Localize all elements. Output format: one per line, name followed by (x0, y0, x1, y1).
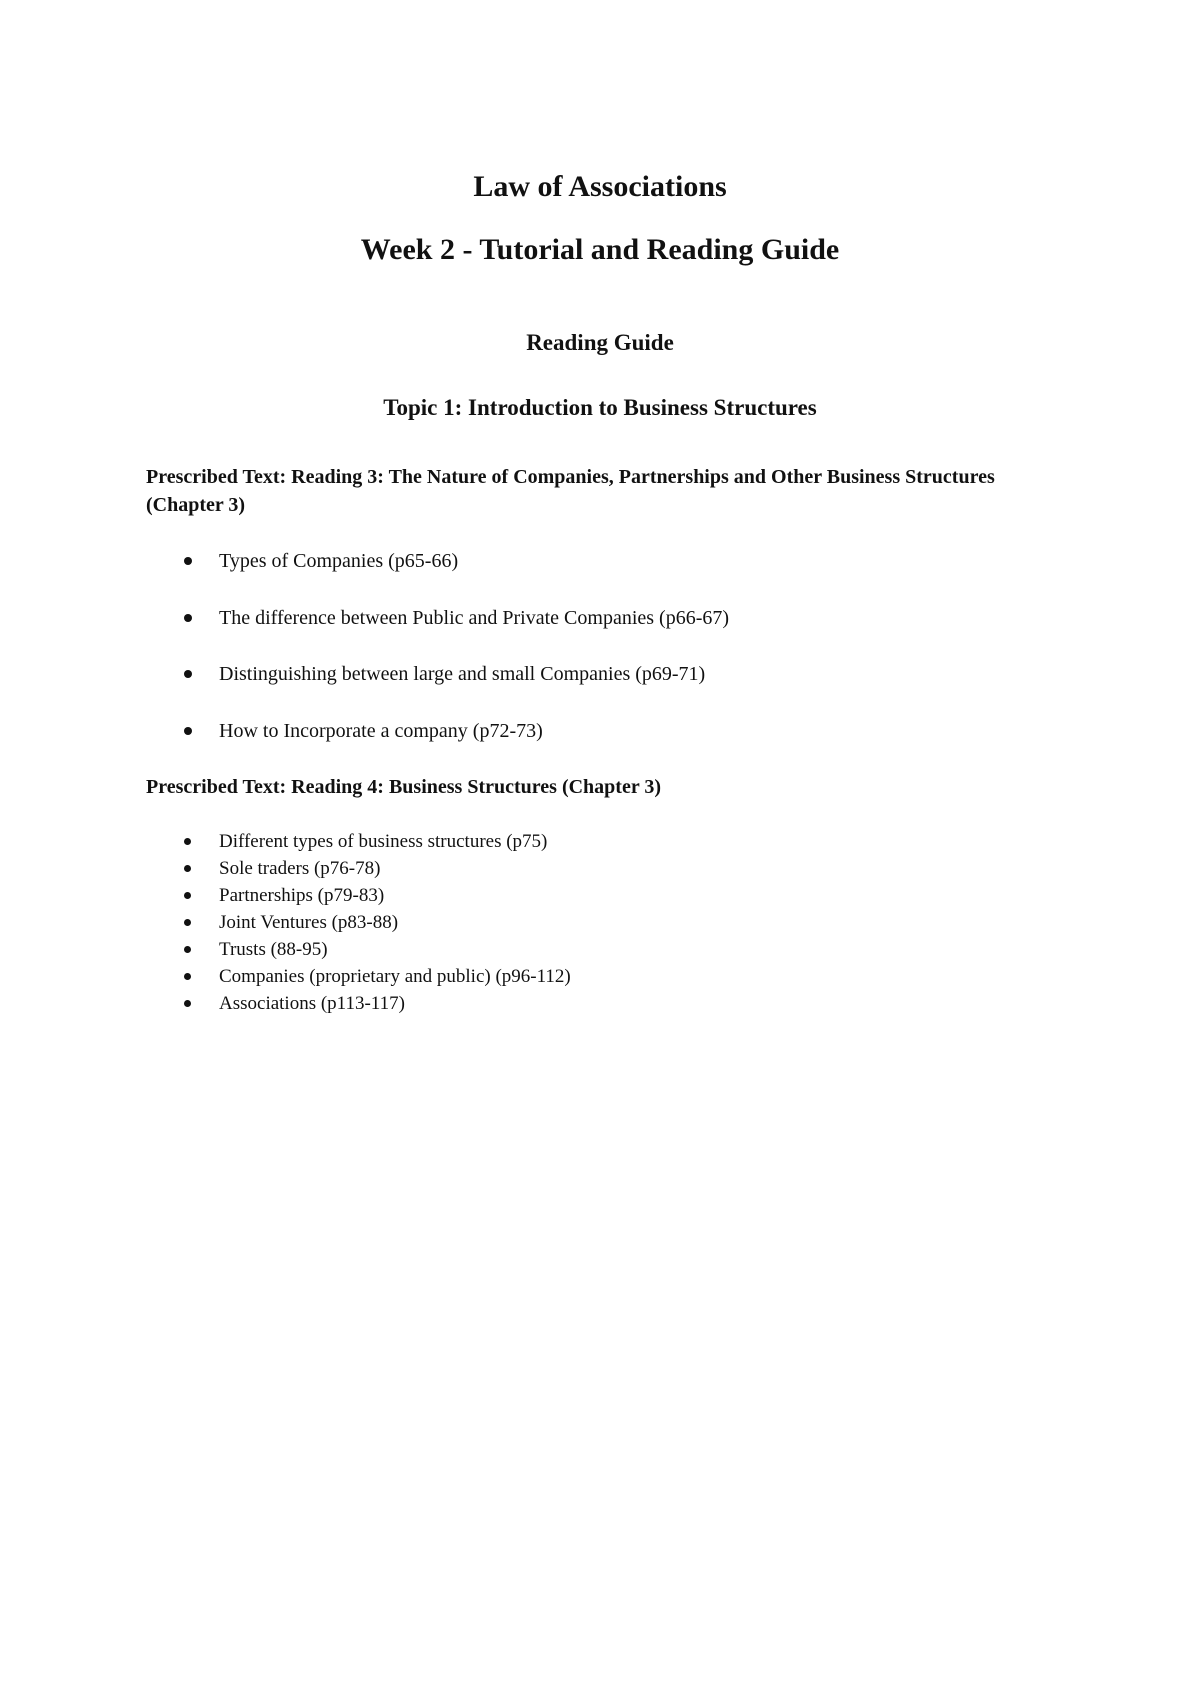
list-item-text: Sole traders (p76-78) (219, 858, 381, 879)
bullet-icon (184, 946, 191, 953)
list-item-text: How to Incorporate a company (p72-73) (219, 719, 543, 742)
bullet-icon (184, 865, 191, 872)
document-subtitle: Week 2 - Tutorial and Reading Guide (360, 233, 840, 266)
bullet-icon (184, 838, 191, 845)
list-item (146, 661, 1046, 718)
bullet-icon (184, 614, 192, 622)
list-item-text: Types of Companies (p65-66) (219, 550, 459, 572)
bullet-icon (184, 670, 192, 678)
list-item (146, 884, 1046, 911)
bullet-icon (184, 557, 192, 565)
list-item (146, 830, 1046, 857)
list-item-text: Joint Ventures (p83-88) (219, 912, 399, 933)
list-item (146, 857, 1046, 884)
reading3-heading: Prescribed Text: Reading 3: The Nature of Companies, Partnerships and Other Business Structures (Chapter 3) (146, 466, 995, 516)
list-item-text: Trusts (88-95) (219, 939, 328, 960)
list-item (146, 718, 1046, 775)
topic-title: Topic 1: Introduction to Business Structures (383, 395, 817, 420)
list-item-text: Distinguishing between large and small Companies (p69-71) (219, 663, 706, 685)
section-title: Reading Guide (526, 330, 674, 355)
list-item-text: Different types of business structures (p75) (219, 831, 548, 852)
reading4-list (146, 830, 1046, 1019)
list-item (146, 548, 1046, 605)
list-item-text: Partnerships (p79-83) (219, 885, 385, 906)
list-item-text: The difference between Public and Private Companies (p66-67) (219, 606, 730, 629)
bullet-icon (184, 919, 191, 926)
list-item-text: Associations (p113-117) (219, 993, 405, 1014)
list-item (146, 992, 1046, 1019)
list-item (146, 965, 1046, 992)
list-item (146, 938, 1046, 965)
list-item-text: Companies (proprietary and public) (p96-112) (219, 966, 571, 987)
list-item (146, 911, 1046, 938)
bullet-icon (184, 1000, 191, 1007)
document-title: Law of Associations (473, 170, 727, 203)
bullet-icon (184, 727, 192, 735)
reading3-list (146, 548, 1046, 774)
bullet-icon (184, 973, 191, 980)
bullet-icon (184, 892, 191, 899)
list-item (146, 605, 1046, 662)
reading4-heading: Prescribed Text: Reading 4: Business Structures (Chapter 3) (146, 776, 661, 798)
